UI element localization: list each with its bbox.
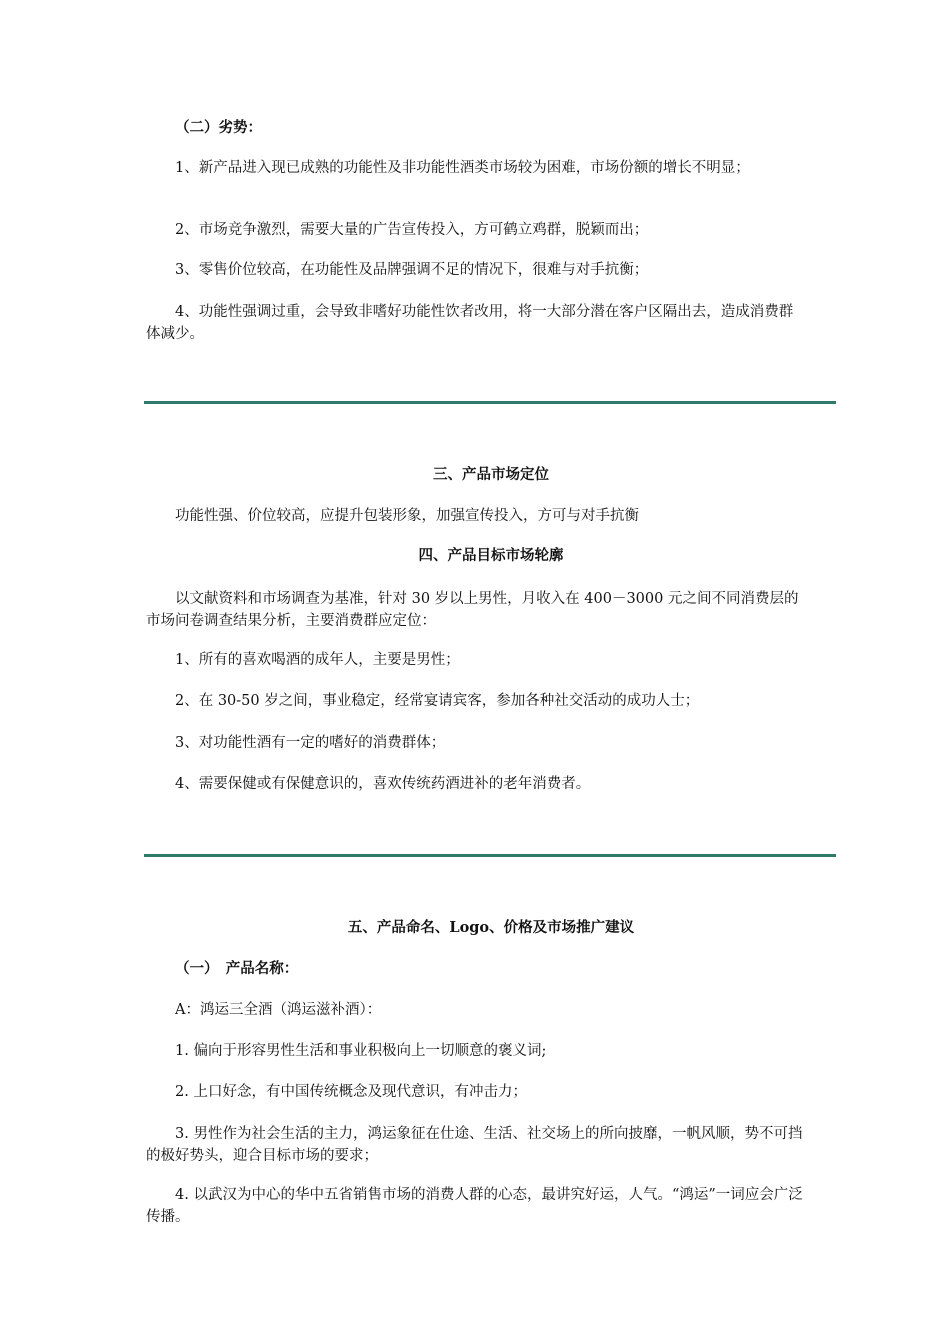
section4-title: 四、产品目标市场轮廓	[418, 547, 564, 564]
section2-item-3: 3、零售价位较高，在功能性及品牌强调不足的情况下，很难与对手抗衡；	[175, 262, 649, 278]
section5-item-2: 2. 上口好念，有中国传统概念及现代意识，有冲击力；	[175, 1084, 527, 1100]
section2-heading: （二）劣势：	[175, 119, 262, 136]
section5-title: 五、产品命名、Logo、价格及市场推广建议	[347, 919, 635, 936]
section5-item-1: 1. 偏向于形容男性生活和事业积极向上一切顺意的褒义词;	[175, 1043, 547, 1059]
section-divider	[144, 854, 836, 857]
section4-item-1: 1、所有的喜欢喝酒的成年人，主要是男性；	[175, 652, 460, 668]
section4-item-2: 2、在 30-50 岁之间，事业稳定，经常宴请宾客，参加各种社交活动的成功人士；	[175, 693, 700, 709]
section4-item-4: 4、需要保健或有保健意识的，喜欢传统药酒进补的老年消费者。	[175, 776, 591, 792]
section4-intro: 以文献资料和市场调查为基准，针对 30 岁以上男性，月收入在 400－3000 元之间不同消费层的市场问卷调查结果分析，主要消费群应定位：	[146, 591, 799, 629]
section2-item-4: 4、功能性强调过重，会导致非嗜好功能性饮者改用，将一大部分潜在客户区隔出去，造成消费群体减少。	[146, 304, 794, 342]
section2-item-1: 1、新产品进入现已成熟的功能性及非功能性酒类市场较为困难，市场份额的增长不明显；	[175, 160, 750, 176]
section5-item-4: 4. 以武汉为中心的华中五省销售市场的消费人群的心态，最讲究好运，人气。“鸿运”一词应会广泛传播。	[146, 1187, 803, 1225]
section5-item-3: 3. 男性作为社会生活的主力，鸿运象征在仕途、生活、社交场上的所向披靡，一帆风顺，势不可挡的极好势头，迎合目标市场的要求；	[146, 1126, 803, 1164]
section3-title: 三、产品市场定位	[433, 466, 549, 483]
section5-name-line: A：鸿运三全酒（鸿运滋补酒）：	[175, 1002, 382, 1018]
section-divider	[144, 401, 836, 404]
section3-body: 功能性强、价位较高，应提升包装形象，加强宣传投入，方可与对手抗衡	[175, 508, 639, 524]
section4-item-3: 3、对功能性酒有一定的嗜好的消费群体；	[175, 735, 446, 751]
section2-item-2: 2、市场竞争激烈，需要大量的广告宣传投入，方可鹤立鸡群，脱颖而出；	[175, 222, 649, 238]
section5-subheading: （一） 产品名称：	[175, 960, 299, 977]
